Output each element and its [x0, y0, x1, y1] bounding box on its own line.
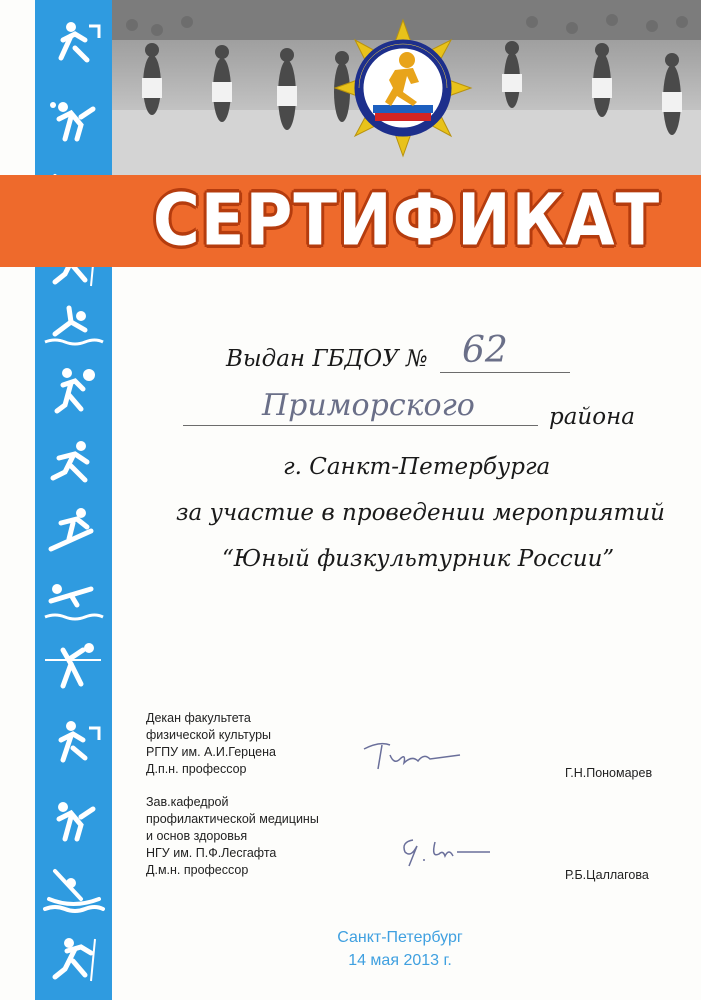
city-line: г. Санкт-Петербурга	[283, 454, 551, 480]
ball-thrower-icon	[41, 365, 105, 415]
district-name: Приморского	[262, 388, 475, 423]
issued-label: Выдан ГБДОУ №	[226, 346, 428, 372]
number-underline	[440, 372, 570, 373]
volleyball-icon	[41, 640, 105, 690]
snowboard-icon	[41, 505, 105, 555]
reason-line: за участие в проведении мероприятий	[176, 500, 665, 526]
footer-date: 14 мая 2013 г.	[348, 952, 452, 969]
signatory-1-position-line: Декан факультета	[146, 711, 251, 725]
tennis-icon	[41, 795, 105, 845]
sport-pictogram-strip	[35, 0, 112, 1000]
signatory-2-position	[146, 794, 319, 879]
sprinter-icon	[41, 438, 105, 488]
signatory-1-position-line: Д.п.н. профессор	[146, 762, 247, 776]
runner-icon	[41, 18, 105, 68]
signatory-2-position-line: Д.м.н. профессор	[146, 863, 249, 877]
signatory-2-name: Р.Б.Цаллагова	[565, 868, 649, 882]
gymnast-icon	[41, 718, 105, 768]
signatory-2-position-line: НГУ им. П.Ф.Лесгафта	[146, 846, 277, 860]
skier-icon	[41, 935, 105, 985]
diver-icon	[41, 575, 105, 625]
kayak-icon	[41, 865, 105, 915]
swimmer-icon	[41, 300, 105, 350]
signatory-1-position-line: физической культуры	[146, 728, 272, 742]
signatory-2-position-line: профилактической медицины	[146, 812, 319, 826]
issued-number: 62	[462, 330, 508, 371]
signatory-1-position-line: РГПУ им. А.И.Герцена	[146, 745, 276, 759]
certificate-title: СЕРТИФИКАТ	[152, 179, 661, 263]
emblem-logo	[333, 18, 473, 158]
tennis-icon	[41, 95, 105, 145]
event-name: “Юный физкультурник России”	[222, 546, 615, 572]
signature-2	[395, 830, 505, 870]
signatory-2-position-line: Зав.кафедрой	[146, 795, 229, 809]
footer-city: Санкт-Петербург	[337, 929, 463, 946]
district-underline	[183, 425, 538, 426]
signature-1	[360, 735, 470, 775]
signatory-2-position-line: и основ здоровья	[146, 829, 248, 843]
signatory-1-name: Г.Н.Пономарев	[565, 766, 653, 780]
signatory-1-position	[146, 710, 276, 778]
district-label: района	[549, 404, 635, 430]
